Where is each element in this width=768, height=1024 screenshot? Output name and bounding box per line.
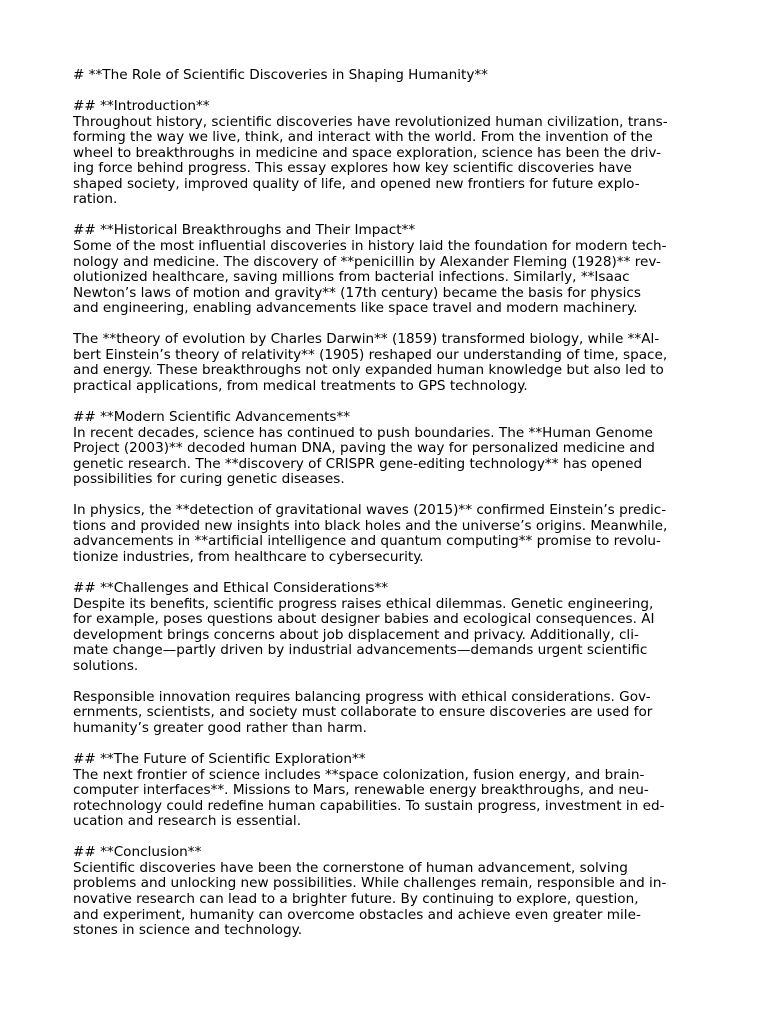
blank-line [73,830,701,846]
text-line: Responsible innovation requires balancing progress with ethical considerations. Gov- [73,688,651,705]
text-line: wheel to breakthroughs in medicine and space exploration, science has been the driv- [73,144,662,161]
blank-line [73,84,701,100]
text-line: ration. [73,191,118,208]
text-line: genetic research. The **discovery of CRISPR gene-editing technology** has opened [73,455,643,472]
text-line: rotechnology could redefine human capabilities. To sustain progress, investment in ed- [73,797,665,814]
document-page [73,68,701,939]
section-heading-challenges-ethics: ## **Challenges and Ethical Considerations** [73,580,389,597]
text-line: for example, poses questions about designer babies and ecological consequences. AI [73,611,655,628]
text-line: and experiment, humanity can overcome obstacles and achieve even greater mile- [73,906,641,923]
section-heading-conclusion: ## **Conclusion** [73,844,202,861]
text-line: tions and provided new insights into black holes and the universe’s origins. Meanwhile, [73,517,668,534]
text-line: Throughout history, scientific discoveries have revolutionized human civilization, trans- [73,113,668,130]
text-line: ing force behind progress. This essay explores how key scientific discoveries have [73,160,632,177]
text-line: The next frontier of science includes **space colonization, fusion energy, and brain- [73,766,645,783]
text-line: Scientific discoveries have been the cornerstone of human advancement, solving [73,859,628,876]
section-heading-introduction: ## **Introduction** [73,98,210,115]
text-line: The **theory of evolution by Charles Darwin** (1859) transformed biology, while **Al- [73,331,660,348]
blank-line [73,674,701,690]
blank-line [73,208,701,224]
text-line: Despite its benefits, scientific progress raises ethical dilemmas. Genetic engineering, [73,595,654,612]
blank-line [73,488,701,504]
text-line: In physics, the **detection of gravitational waves (2015)** confirmed Einstein’s predic- [73,502,667,519]
blank-line [73,317,701,333]
text-line: practical applications, from medical treatments to GPS technology. [73,377,528,394]
text-line: olutionized healthcare, saving millions from bacterial infections. Similarly, **Isaac [73,269,630,286]
text-line: mate change—partly driven by industrial advancements—demands urgent scientific [73,642,648,659]
text-line: shaped society, improved quality of life, and opened new frontiers for future explo- [73,175,640,192]
text-line: novative research can lead to a brighter future. By continuing to explore, question, [73,890,639,907]
text-line: development brings concerns about job displacement and privacy. Additionally, cli- [73,626,639,643]
blank-line [73,566,701,582]
section-heading-modern-advancements: ## **Modern Scientific Advancements** [73,409,351,426]
text-line: solutions. [73,657,139,674]
section-heading-historical-breakthroughs: ## **Historical Breakthroughs and Their Impact** [73,222,416,239]
text-line: possibilities for curing genetic diseases. [73,471,345,488]
text-line: problems and unlocking new possibilities. While challenges remain, responsible and in- [73,875,667,892]
text-line: and energy. These breakthroughs not only expanded human knowledge but also led to [73,362,664,379]
document-title: # **The Role of Scientific Discoveries in Shaping Humanity** [73,67,488,83]
blank-line [73,394,701,410]
text-line: Project (2003)** decoded human DNA, paving the way for personalized medicine and [73,440,655,457]
blank-line [73,737,701,753]
text-line: humanity’s greater good rather than harm. [73,719,367,736]
text-line: Some of the most influential discoveries in history laid the foundation for modern tech- [73,238,667,255]
text-line: Newton’s laws of motion and gravity** (17th century) became the basis for physics [73,284,641,301]
text-line: bert Einstein’s theory of relativity** (1905) reshaped our understanding of time, space, [73,346,668,363]
section-heading-future-exploration: ## **The Future of Scientific Exploration** [73,751,366,768]
text-line: advancements in **artificial intelligence and quantum computing** promise to revolu- [73,533,661,550]
text-line: forming the way we live, think, and interact with the world. From the invention of the [73,129,653,146]
text-line: ucation and research is essential. [73,813,302,830]
text-line: and engineering, enabling advancements like space travel and modern machinery. [73,300,638,317]
text-line: computer interfaces**. Missions to Mars, renewable energy breakthroughs, and neu- [73,782,649,799]
text-line: ernments, scientists, and society must collaborate to ensure discoveries are used for [73,704,653,721]
text-line: In recent decades, science has continued to push boundaries. The **Human Genome [73,424,653,441]
text-line: tionize industries, from healthcare to cybersecurity. [73,548,424,565]
text-line: stones in science and technology. [73,922,303,939]
text-line: nology and medicine. The discovery of **penicillin by Alexander Fleming (1928)** rev- [73,253,661,270]
